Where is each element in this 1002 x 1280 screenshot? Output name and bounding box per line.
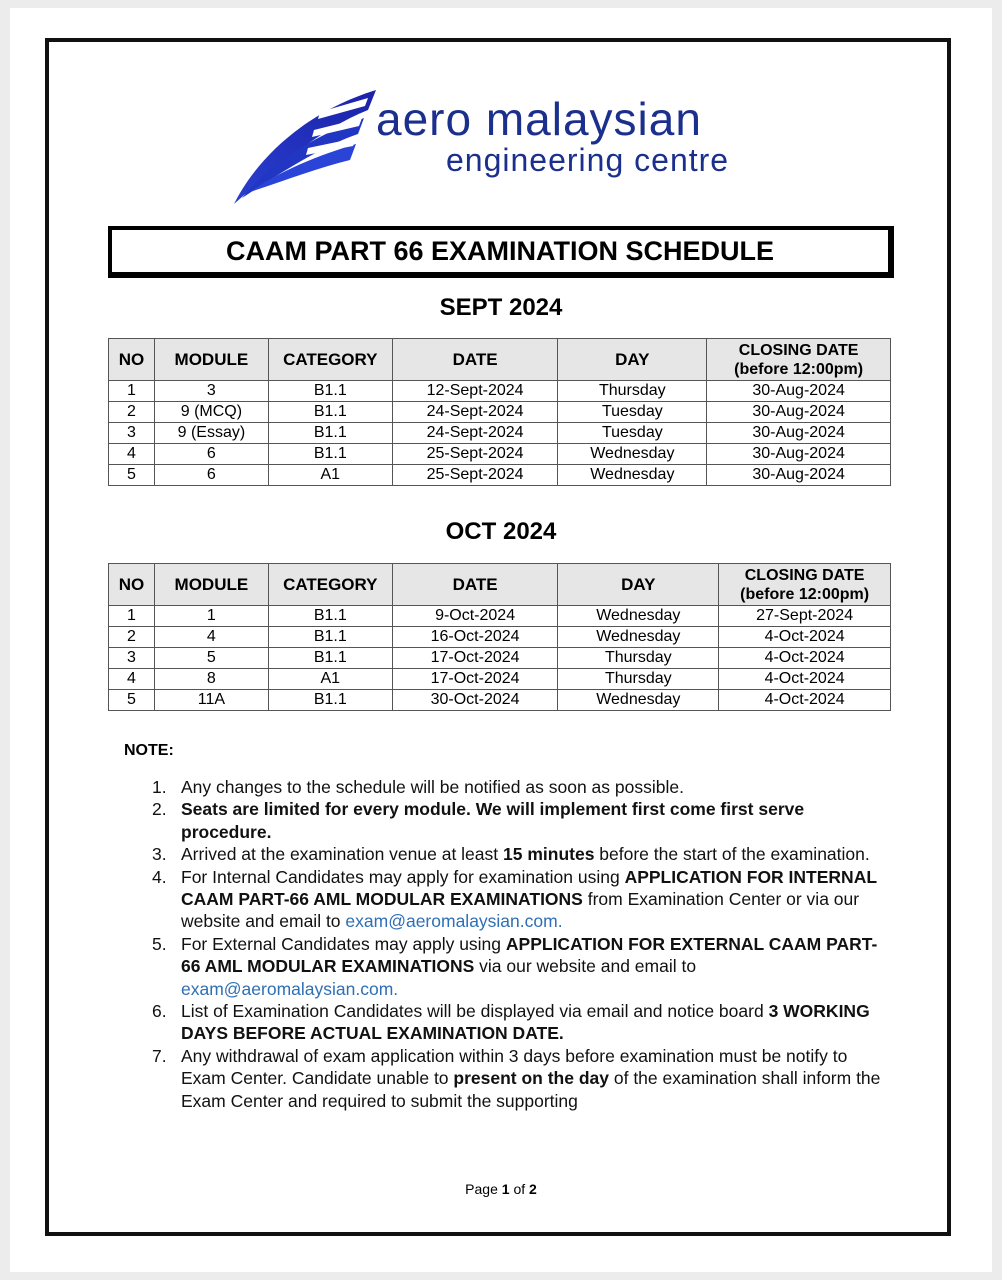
cell-date: 25-Sept-2024 — [392, 444, 558, 465]
cell-module: 9 (Essay) — [154, 423, 268, 444]
cell-closing-date: 30-Aug-2024 — [707, 423, 891, 444]
table-row — [109, 423, 891, 444]
cell-closing-date: 30-Aug-2024 — [707, 402, 891, 423]
cell-category: B1.1 — [268, 606, 392, 627]
cell-module: 8 — [154, 669, 268, 690]
footer-prefix: Page — [465, 1181, 502, 1197]
note-text: before the start of the examination. — [594, 844, 870, 865]
header-date: DATE — [392, 564, 558, 606]
cell-module: 1 — [154, 606, 268, 627]
cell-no: 1 — [109, 381, 155, 402]
note-number: 1. — [152, 777, 167, 797]
note-number: 6. — [152, 1001, 167, 1022]
note-emphasis: 15 minutes — [503, 844, 595, 865]
table-header-row — [109, 564, 891, 606]
table-row — [109, 690, 891, 711]
sept-schedule-table — [108, 338, 891, 486]
cell-closing-date: 27-Sept-2024 — [719, 606, 891, 627]
cell-date: 24-Sept-2024 — [392, 423, 558, 444]
cell-no: 2 — [109, 402, 155, 423]
note-text: Any withdrawal of exam application within 3 days before examination must be notify to Exam Center. Candidate unable to — [181, 1045, 848, 1089]
header-closing-date — [707, 339, 891, 381]
cell-day: Tuesday — [558, 402, 707, 423]
cell-day: Thursday — [558, 381, 707, 402]
note-text: of the examination shall inform the Exam Center and required to submit the supporting — [181, 1068, 881, 1111]
cell-category: B1.1 — [268, 381, 392, 402]
note-item — [152, 933, 892, 1000]
cell-closing-date: 4-Oct-2024 — [719, 627, 891, 648]
header-no: NO — [109, 564, 155, 606]
notes-list — [152, 776, 892, 1112]
cell-category: B1.1 — [268, 690, 392, 711]
cell-closing-date: 30-Aug-2024 — [707, 444, 891, 465]
note-text: from Examination Center or via our website and email to — [181, 889, 860, 932]
note-number: 4. — [152, 866, 167, 887]
cell-category: B1.1 — [268, 627, 392, 648]
cell-day: Wednesday — [558, 606, 719, 627]
sept-table-body — [109, 381, 891, 486]
company-logo — [228, 86, 788, 206]
cell-module: 6 — [154, 444, 268, 465]
table-row — [109, 669, 891, 690]
cell-day: Thursday — [558, 669, 719, 690]
cell-closing-date: 4-Oct-2024 — [719, 648, 891, 669]
note-emphasis: APPLICATION FOR INTERNAL CAAM PART-66 AML MODULAR EXAMINATIONS — [181, 866, 877, 910]
note-emphasis: APPLICATION FOR EXTERNAL CAAM PART-66 AML MODULAR EXAMINATIONS — [181, 933, 878, 977]
cell-category: A1 — [268, 669, 392, 690]
note-emphasis: present on the day — [453, 1068, 609, 1089]
cell-module: 4 — [154, 627, 268, 648]
note-text: List of Examination Candidates will be displayed via email and notice board — [181, 1001, 769, 1022]
table-row — [109, 402, 891, 423]
note-item — [152, 1045, 892, 1112]
table-row — [109, 606, 891, 627]
footer-mid: of — [509, 1181, 530, 1197]
note-heading: NOTE: — [124, 742, 174, 759]
total-page-number: 2 — [529, 1181, 537, 1197]
note-item — [152, 798, 892, 843]
cell-date: 24-Sept-2024 — [392, 402, 558, 423]
header-closing-note: (before 12:00pm) — [740, 585, 870, 603]
note-text: For External Candidates may apply using — [181, 933, 506, 954]
note-emphasis: Seats are limited for every module. We will implement first come first serve procedure. — [181, 799, 805, 842]
cell-day: Wednesday — [558, 465, 707, 486]
oct-heading: OCT 2024 — [445, 518, 557, 545]
header-category: CATEGORY — [268, 564, 392, 606]
cell-no: 4 — [109, 444, 155, 465]
header-date: DATE — [392, 339, 558, 381]
cell-closing-date: 4-Oct-2024 — [719, 690, 891, 711]
cell-closing-date: 30-Aug-2024 — [707, 465, 891, 486]
note-number: 5. — [152, 933, 167, 954]
header-closing-note: (before 12:00pm) — [734, 360, 864, 378]
sept-heading: SEPT 2024 — [439, 294, 563, 321]
table-row — [109, 381, 891, 402]
cell-no: 4 — [109, 669, 155, 690]
email-link[interactable]: exam@aeromalaysian.com. — [345, 911, 563, 932]
header-module: MODULE — [154, 339, 268, 381]
cell-day: Wednesday — [558, 444, 707, 465]
cell-category: B1.1 — [268, 648, 392, 669]
cell-day: Wednesday — [558, 627, 719, 648]
cell-module: 5 — [154, 648, 268, 669]
cell-no: 2 — [109, 627, 155, 648]
logo-wordmark: aero malaysian — [376, 93, 702, 145]
cell-day: Wednesday — [558, 690, 719, 711]
cell-day: Thursday — [558, 648, 719, 669]
table-row — [109, 465, 891, 486]
cell-no: 1 — [109, 606, 155, 627]
cell-no: 3 — [109, 648, 155, 669]
cell-category: B1.1 — [268, 402, 392, 423]
email-link[interactable]: exam@aeromalaysian.com. — [181, 978, 399, 999]
note-emphasis: 3 WORKING DAYS BEFORE ACTUAL EXAMINATION DATE. — [181, 1001, 870, 1044]
table-row — [109, 648, 891, 669]
header-day: DAY — [558, 564, 719, 606]
cell-no: 3 — [109, 423, 155, 444]
header-closing-date — [719, 564, 891, 606]
cell-date: 25-Sept-2024 — [392, 465, 558, 486]
table-row — [109, 444, 891, 465]
note-text: Any changes to the schedule will be notified as soon as possible. — [181, 777, 684, 797]
schedule-title-box — [108, 226, 894, 278]
header-day: DAY — [558, 339, 707, 381]
cell-date: 17-Oct-2024 — [392, 669, 558, 690]
oct-table-body — [109, 606, 891, 711]
current-page-number: 1 — [501, 1181, 510, 1197]
logo-subtitle: engineering centre — [446, 142, 730, 178]
page-footer — [0, 1181, 1002, 1197]
cell-day: Tuesday — [558, 423, 707, 444]
cell-module: 9 (MCQ) — [154, 402, 268, 423]
cell-no: 5 — [109, 690, 155, 711]
header-module: MODULE — [154, 564, 268, 606]
cell-date: 17-Oct-2024 — [392, 648, 558, 669]
note-text: For Internal Candidates may apply for examination using — [181, 866, 625, 887]
note-item — [152, 866, 892, 933]
oct-schedule-table — [108, 563, 891, 711]
table-header-row — [109, 339, 891, 381]
cell-category: A1 — [268, 465, 392, 486]
cell-category: B1.1 — [268, 423, 392, 444]
header-closing-label: CLOSING DATE — [744, 566, 865, 584]
note-text: via our website and email to — [474, 956, 697, 977]
note-item — [152, 843, 892, 865]
cell-no: 5 — [109, 465, 155, 486]
cell-closing-date: 4-Oct-2024 — [719, 669, 891, 690]
note-item — [152, 1000, 892, 1045]
cell-date: 12-Sept-2024 — [392, 381, 558, 402]
wing-logo-icon — [228, 86, 378, 206]
note-text: Arrived at the examination venue at least — [181, 844, 503, 865]
cell-date: 9-Oct-2024 — [392, 606, 558, 627]
note-number: 3. — [152, 844, 167, 865]
schedule-title: CAAM PART 66 EXAMINATION SCHEDULE — [225, 235, 775, 266]
cell-module: 11A — [154, 690, 268, 711]
header-no: NO — [109, 339, 155, 381]
table-row — [109, 627, 891, 648]
header-category: CATEGORY — [268, 339, 392, 381]
note-number: 7. — [152, 1045, 167, 1066]
note-number: 2. — [152, 799, 167, 820]
cell-date: 30-Oct-2024 — [392, 690, 558, 711]
note-item — [152, 776, 892, 798]
cell-closing-date: 30-Aug-2024 — [707, 381, 891, 402]
cell-date: 16-Oct-2024 — [392, 627, 558, 648]
cell-module: 6 — [154, 465, 268, 486]
cell-module: 3 — [154, 381, 268, 402]
cell-category: B1.1 — [268, 444, 392, 465]
header-closing-label: CLOSING DATE — [738, 341, 859, 359]
